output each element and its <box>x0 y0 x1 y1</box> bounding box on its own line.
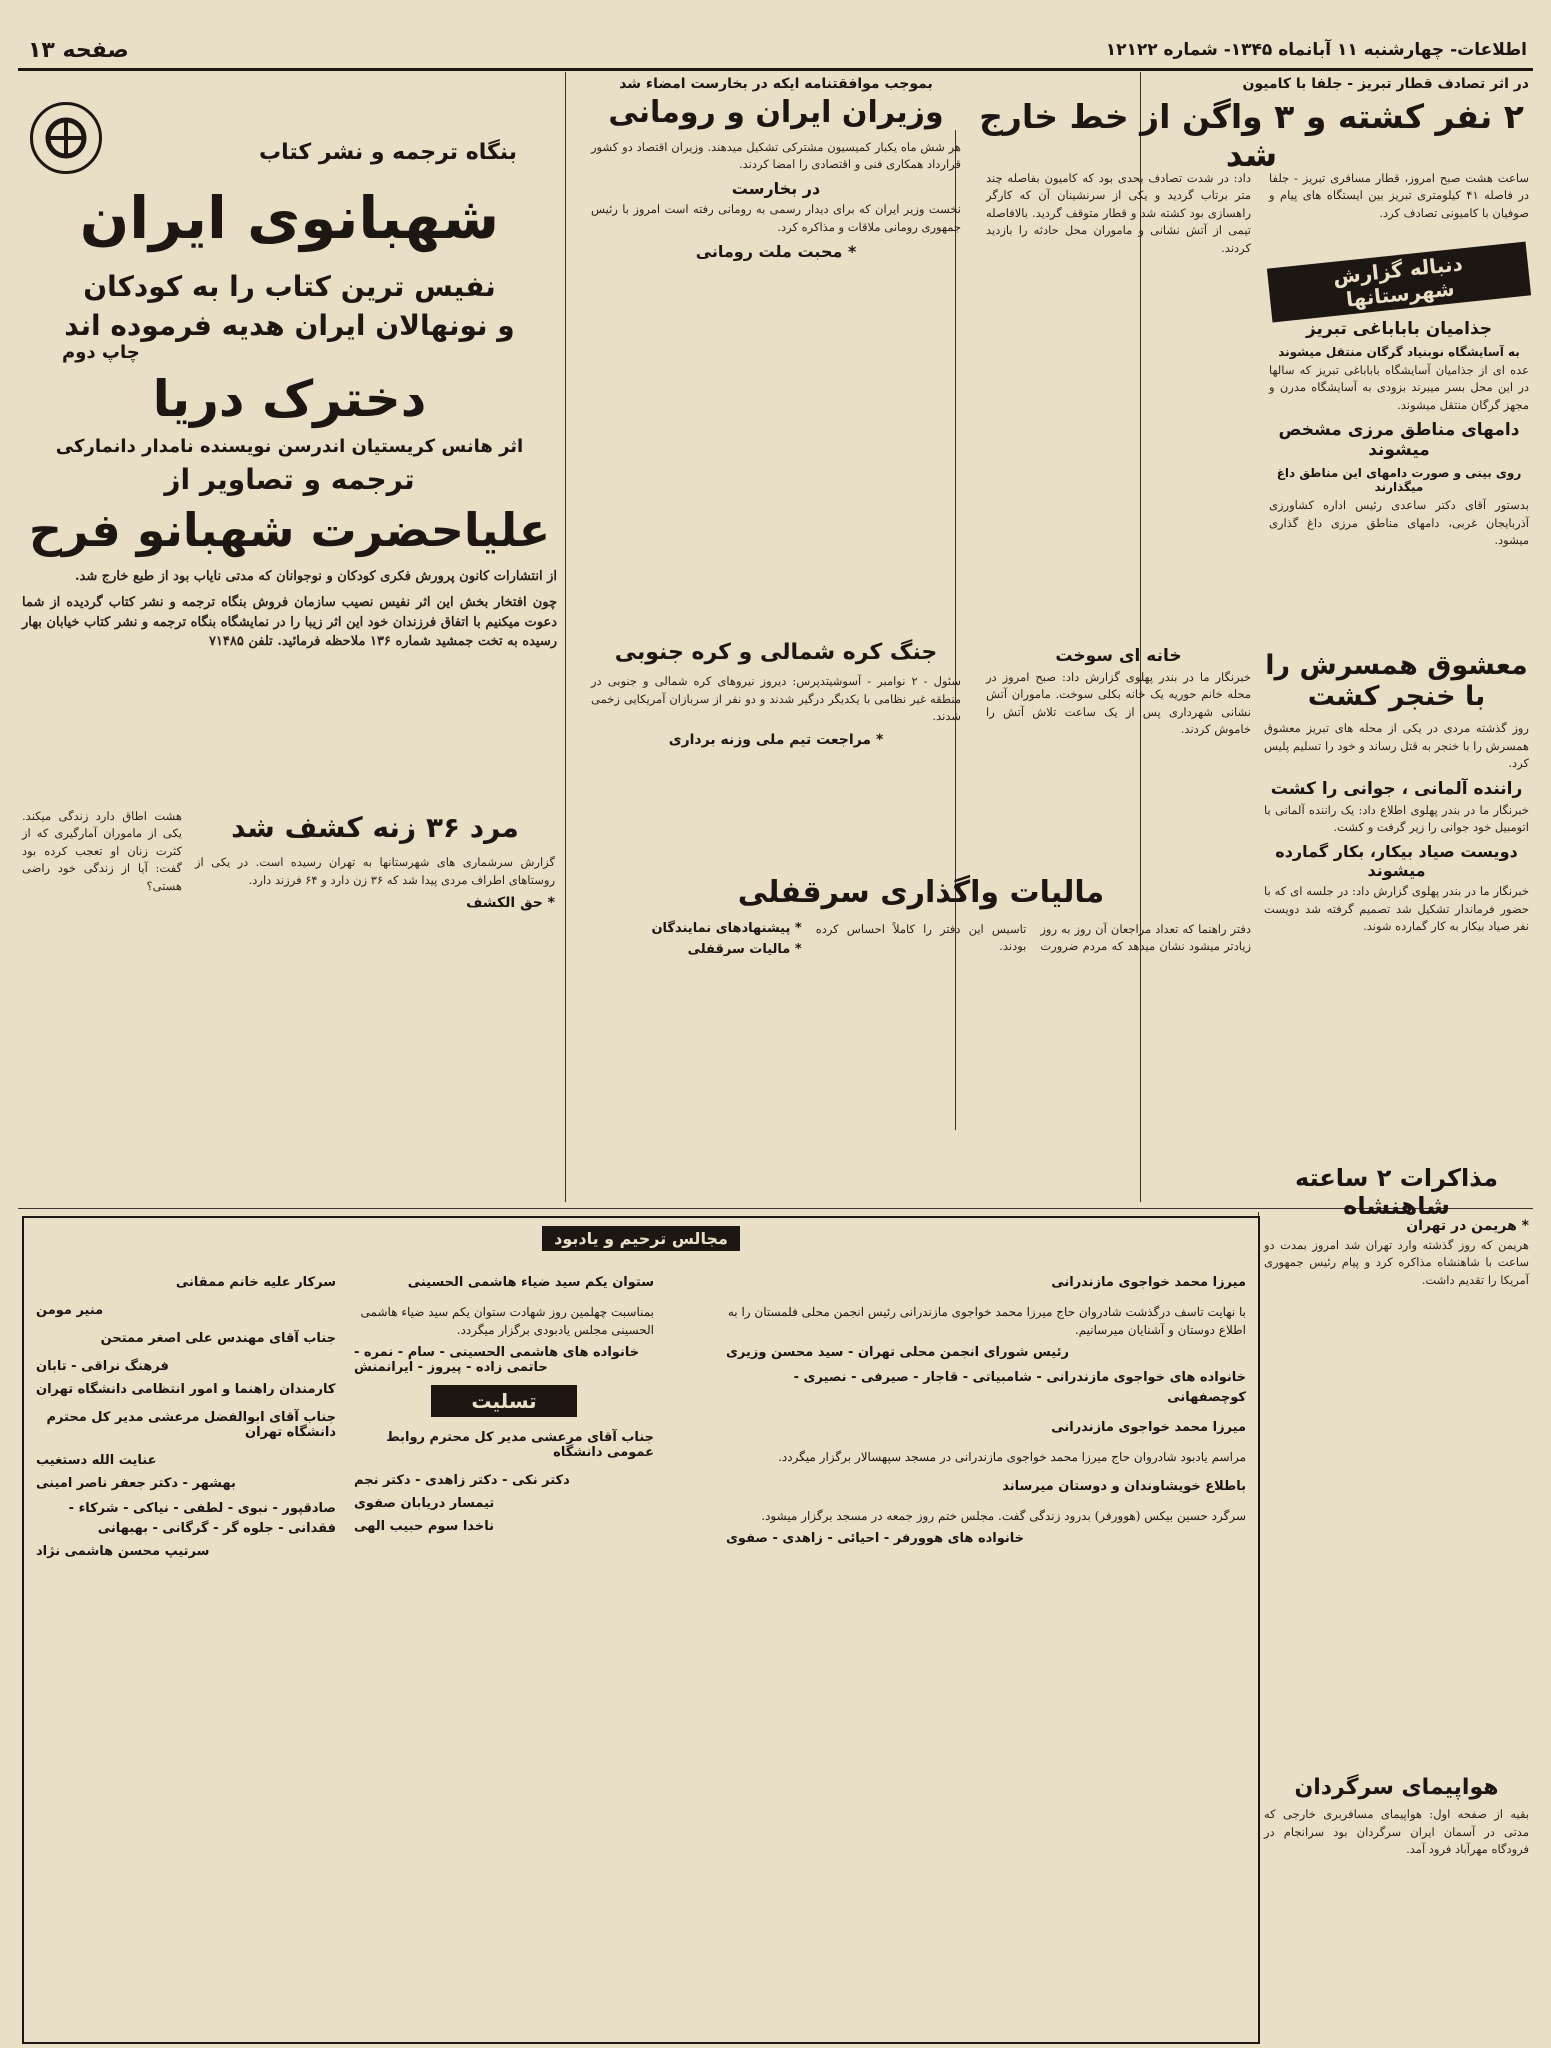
ad-by: علیاحضرت شهبانو فرح <box>28 503 551 558</box>
notice1-signer: منیر مومن <box>36 1303 104 1318</box>
masthead <box>18 34 1533 71</box>
c3-title: میرزا محمد خواجوی مازندرانی <box>1051 1420 1246 1435</box>
c1-title: میرزا محمد خواجوی مازندرانی <box>1051 1275 1246 1290</box>
german-driver-title: راننده آلمانی ، جوانی را کشت <box>1270 778 1523 799</box>
tax-body: دفتر راهنما که تعداد مراجعان آن روز به روز زیادتر میشود نشان میدهد که مردم ضرورت تاسیس این دفتر را کاملاً احساس کرده بودند. <box>815 921 1251 953</box>
notice2-signer: فرهنگ نراقی - تابان <box>36 1359 169 1374</box>
fire-story <box>986 640 1251 820</box>
issue-line: اطلاعات- چهارشنبه ۱۱ آبانماه ۱۳۴۵- شماره ۱۲۱۲۲ <box>1105 40 1527 60</box>
c7-signer: ناخدا سوم حبیب الهی <box>354 1519 494 1534</box>
c3-body: مراسم یادبود شادروان حاج میرزا محمد خواجوی مازندرانی در مسجد سپهسالار برگزار میگردد. <box>778 1450 1246 1464</box>
train-headline: ۲ نفر کشته و ۳ واگن از خط خارج شد <box>979 97 1524 174</box>
fire-body: خبرنگار ما در بندر پهلوی گزارش داد: صبح امروز در محله خانم حوریه یک خانه بکلی سوخت. ماموران آتش نشانی شهرداری پس از یک ساعت تلاش آتش را خاموش کردند. <box>986 670 1251 737</box>
plane-story <box>1264 1775 1529 2035</box>
ad-line1: نفیس ترین کتاب را به کودکان <box>83 269 496 303</box>
c5-title: باطلاع خویشاوندان و دوستان میرساند <box>1002 1479 1246 1494</box>
korea-story <box>591 640 961 860</box>
notice2-to: جناب آقای مهندس علی اصغر ممتحن <box>100 1331 336 1346</box>
publisher-logo-mark <box>33 105 99 171</box>
provinces-item2-sub: روی بینی و صورت دامهای این مناطق داغ میگذارند <box>1276 466 1522 495</box>
korea-headline: جنگ کره شمالی و کره جنوبی <box>614 640 938 665</box>
ad-translation: ترجمه و تصاویر از <box>164 463 415 497</box>
shah-headline: مذاکرات ۲ ساعته شاهنشاه <box>1295 1164 1498 1220</box>
provinces-item1-title: جذامیان باباباغی تبریز <box>1305 319 1493 339</box>
provinces-item2-body: بدستور آقای دکتر ساعدی رئیس اداره کشاورزی آذربایجان غربی، دامهای مناطق مرزی داغ گذاری میشود. <box>1269 498 1529 548</box>
shah-body: هریمن که روز گذشته وارد تهران شد امروز بمدت دو ساعت با شاهنشاه مذاکره کرد و پیام رئیس جمهوری آمریکا را تقدیم داشت. <box>1264 1238 1529 1287</box>
ad-title: شهبانوی ایران <box>79 184 500 252</box>
ministers-headline: وزیران ایران و رومانی <box>608 95 944 130</box>
fire-title: خانه ای سوخت <box>1055 646 1182 666</box>
notice6-names: صادقپور - نبوی - لطفی - نیاکی - شرکاء - فقدانی - جلوه گر - گرگانی - بهبهانی <box>68 1501 336 1536</box>
ad-edition: چاپ دوم <box>62 341 140 363</box>
man36-sub: * حق الکشف <box>466 895 555 912</box>
c6-signer: تیمسار دریابان صفوی <box>354 1496 495 1511</box>
fishermen-title: دویست صیاد بیکار، بکار گمارده میشوند <box>1275 842 1518 881</box>
condolence-banner: مجالس ترحیم و یادبود <box>542 1226 740 1251</box>
tax-sub1: * پیشنهادهای نمایندگان <box>651 920 802 936</box>
korea-sub: * مراجعت تیم ملی وزنه برداری <box>668 731 884 748</box>
german-driver-body: خبرنگار ما در بندر پهلوی اطلاع داد: یک راننده آلمانی با اتومبیل خود جوانی را زیر گرفت و کشت. <box>1264 802 1529 834</box>
tasliat-banner: تسلیت <box>431 1385 576 1417</box>
c5-signer: خانواده های هوورفر - احیائی - زاهدی - صفوی <box>726 1531 1025 1546</box>
notice4-to: جناب آقای ابوالفضل مرعشی مدیر کل محترم دانشگاه تهران <box>46 1410 336 1440</box>
c1-signer: رئیس شورای انجمن محلی تهران - سید محسن وزیری <box>726 1345 1069 1360</box>
ministers-sub1: در بخارست <box>731 179 821 199</box>
ad-line2: و نونهالان ایران هدیه فرموده اند <box>64 308 515 342</box>
publisher-ad <box>22 80 557 800</box>
page-number: صفحه ۱۳ <box>28 38 129 63</box>
notice3-signer: کارمندان راهنما و امور انتظامی دانشگاه تهران <box>36 1382 336 1397</box>
ad-publisher-line: از انتشارات کانون پرورش فکری کودکان و نوجوانان که مدتی نایاب بود از طبع خارج شد. <box>74 569 557 585</box>
ministers-story <box>591 76 961 456</box>
train-body: داد: در شدت تصادف بحدی بود که کامیون بفاصله چند متر برتاب گردید و یکی از سرنشینان آن که کارگر راهسازی بود کشته شد و قطار متوقف گردید. بالافاصله تیمی از آتش نشانی و ماموران محل حادثه را بازدید کردند. <box>986 171 1251 255</box>
lover-story <box>1264 650 1529 1160</box>
train-kicker: در اثر تصادف قطار تبریز - جلفا با کامیون <box>1242 76 1529 92</box>
ad-note: چون افتخار بخش این اثر نفیس نصیب سازمان فروش بنگاه ترجمه و نشر کتاب گردیده از شما دعوت میکنیم با اتفاق فرزندان خود این اثر زیبا را در نمایشگاه بنگاه ترجمه و نشر کتاب خیابان بهار رسیده به تخت جمشید شماره ۱۳۶ ملاحظه فرمائید. تلفن ۷۱۴۸۵ <box>22 594 557 650</box>
lover-headline-1: معشوق همسرش را <box>1265 650 1528 681</box>
man36-headline: مرد ۳۶ زنه کشف شد <box>231 811 519 844</box>
train-body: ساعت هشت صبح امروز، قطار مسافری تبریز - جلفا در فاصله ۴۱ کیلومتری تبریز بین ایستگاه های پیام و صوفیان با کامیونی تصادف کرد. <box>1269 171 1529 220</box>
tax-story <box>591 870 1251 1200</box>
man36-side <box>22 808 182 1203</box>
c2-title: ستوان یکم سید ضیاء هاشمی الحسینی <box>407 1275 654 1290</box>
provinces-section <box>1269 215 1529 635</box>
shah-sub: * هریمن در تهران <box>1406 1218 1529 1234</box>
c2-body: بمناسبت چهلمین روز شهادت ستوان یکم سید ضیاء هاشمی الحسینی مجلس یادبودی برگزار میگردد. <box>360 1305 654 1337</box>
notice7-signer: سرتیپ محسن هاشمی نژاد <box>36 1544 210 1559</box>
notice4-signer: عنایت الله دستغیب <box>36 1453 157 1468</box>
man36-story <box>195 808 555 1203</box>
ministers-kicker: بموجب موافقتنامه ایکه در بخارست امضاء شد <box>619 76 933 92</box>
train-body-col2 <box>986 170 1251 330</box>
ministers-body2: نخست وزیر ایران که برای دیدار رسمی به رومانی رفته است امروز با رئیس جمهوری رومانی ملاقات و مذاکره کرد. <box>591 202 961 234</box>
c5-body: سرگرد حسین بیکس (هوورفر) بدرود زندگی گفت. مجلس ختم روز جمعه در مسجد برگزار میشود. <box>761 1509 1246 1523</box>
condolence-right-col <box>726 1262 1246 2012</box>
korea-body: سئول - ۲ نوامبر - آسوشیتدپرس: دیروز نیروهای کره شمالی و جنوبی در منطقه غیر نظامی با یکدیگر درگیر شدند و دو نفر از سربازان آمریکایی زخمی شدند. <box>591 674 961 724</box>
man36-side-body: هشت اطاق دارد زندگی میکند. یکی از ماموران آمارگیری که از کثرت زنان او تعجب کرده بود گفت: آیا از زندگی خود راضی هستی؟ <box>22 809 182 893</box>
ministers-sub2: * محبت ملت رومانی <box>695 242 857 262</box>
provinces-item1-body: عده ای از جذامیان آسایشگاه باباباغی تبریز که سالها در این محل بسر میبرند بزودی به آسایشگاه مدرن و مجهز گرگان منتقل میشوند. <box>1269 363 1529 412</box>
lover-body: روز گذشته مردی در یکی از محله های تبریز معشوق همسرش را با خنجر به قتل رساند و خود را تسلیم پلیس کرد. <box>1264 721 1529 771</box>
provinces-banner: دنباله گزارش شهرستانها <box>1267 242 1531 323</box>
provinces-item1-sub: به آسایشگاه نوبنیاد گرگان منتقل میشوند <box>1278 345 1520 359</box>
shah-story <box>1264 1212 1529 1772</box>
shah-headline-box <box>1264 1164 1529 1220</box>
notice5-signer: بهشهر - دکتر جعفر ناصر امینی <box>36 1476 236 1491</box>
plane-headline: هواپیمای سرگردان <box>1294 1775 1499 1800</box>
provinces-item2-title: دامهای مناطق مرزی مشخص میشوند <box>1278 420 1520 461</box>
publisher-logo-icon <box>30 102 102 174</box>
condolence-section <box>22 1216 1260 2044</box>
fishermen-body: خبرنگار ما در بندر پهلوی گزارش داد: در جلسه ای که با حضور فرماندار تشکیل شد تصمیم گرفته شد دویست نفر صیاد بیکار به کار گمارده شوند. <box>1264 884 1529 934</box>
ad-book: دخترک دریا <box>152 369 427 428</box>
man36-body: گزارش سرشماری های شهرستانها به تهران رسیده است. در یکی از روستاهای اطراف مردی پیدا شد که ۳۶ زن دارد و ۶۴ فرزند دارد. <box>195 855 555 887</box>
ad-author: اثر هانس کریستیان اندرسن نویسنده نامدار دانمارکی <box>55 436 524 458</box>
tax-sub2: * مالیات سرقفلی <box>687 941 802 957</box>
plane-body: بقیه از صفحه اول: هواپیمای مسافربری خارجی که مدتی در آسمان ایران سرگردان بود سرانجام در فرودگاه مهرآباد فرود آمد. <box>1264 1807 1529 1857</box>
condolence-left-col <box>36 1262 336 2012</box>
lover-headline-2: با خنجر کشت <box>1307 681 1486 713</box>
c4-title: جناب آقای مرعشی مدیر کل محترم روابط عمومی دانشگاه <box>386 1430 654 1460</box>
publisher-name: بنگاه ترجمه و نشر کتاب <box>259 140 517 165</box>
ministers-body: هر شش ماه یکبار کمیسیون مشترکی تشکیل میدهند. وزیران اقتصاد دو کشور قرارداد همکاری فنی و اقتصادی را امضا کردند. <box>591 139 961 171</box>
c4-signer: دکتر نکی - دکتر زاهدی - دکتر نجم <box>354 1473 570 1488</box>
c1-body: با نهایت تاسف درگذشت شادروان حاج میرزا محمد خواجوی مازندرانی رئیس انجمن محلی فلمستان را به اطلاع دوستان و آشنایان میرسانیم. <box>727 1305 1246 1337</box>
condolence-middle-col <box>354 1262 654 2012</box>
families-list: خانواده های خواجوی مازندرانی - شامبیاتی - قاجار - صیرفی - نصیری - کوچصفهانی <box>793 1370 1246 1405</box>
column-rule <box>565 72 566 1202</box>
tax-columns <box>591 921 1251 959</box>
notice1-to: سرکار علیه خانم ممقانی <box>175 1275 336 1290</box>
tax-headline: مالیات واگذاری سرقفلی <box>737 875 1105 910</box>
c2-family: خانواده های هاشمی الحسینی - سام - نمره - حاتمی زاده - پیروز - ایرانمنش <box>354 1345 640 1375</box>
train-story-header <box>974 76 1529 174</box>
